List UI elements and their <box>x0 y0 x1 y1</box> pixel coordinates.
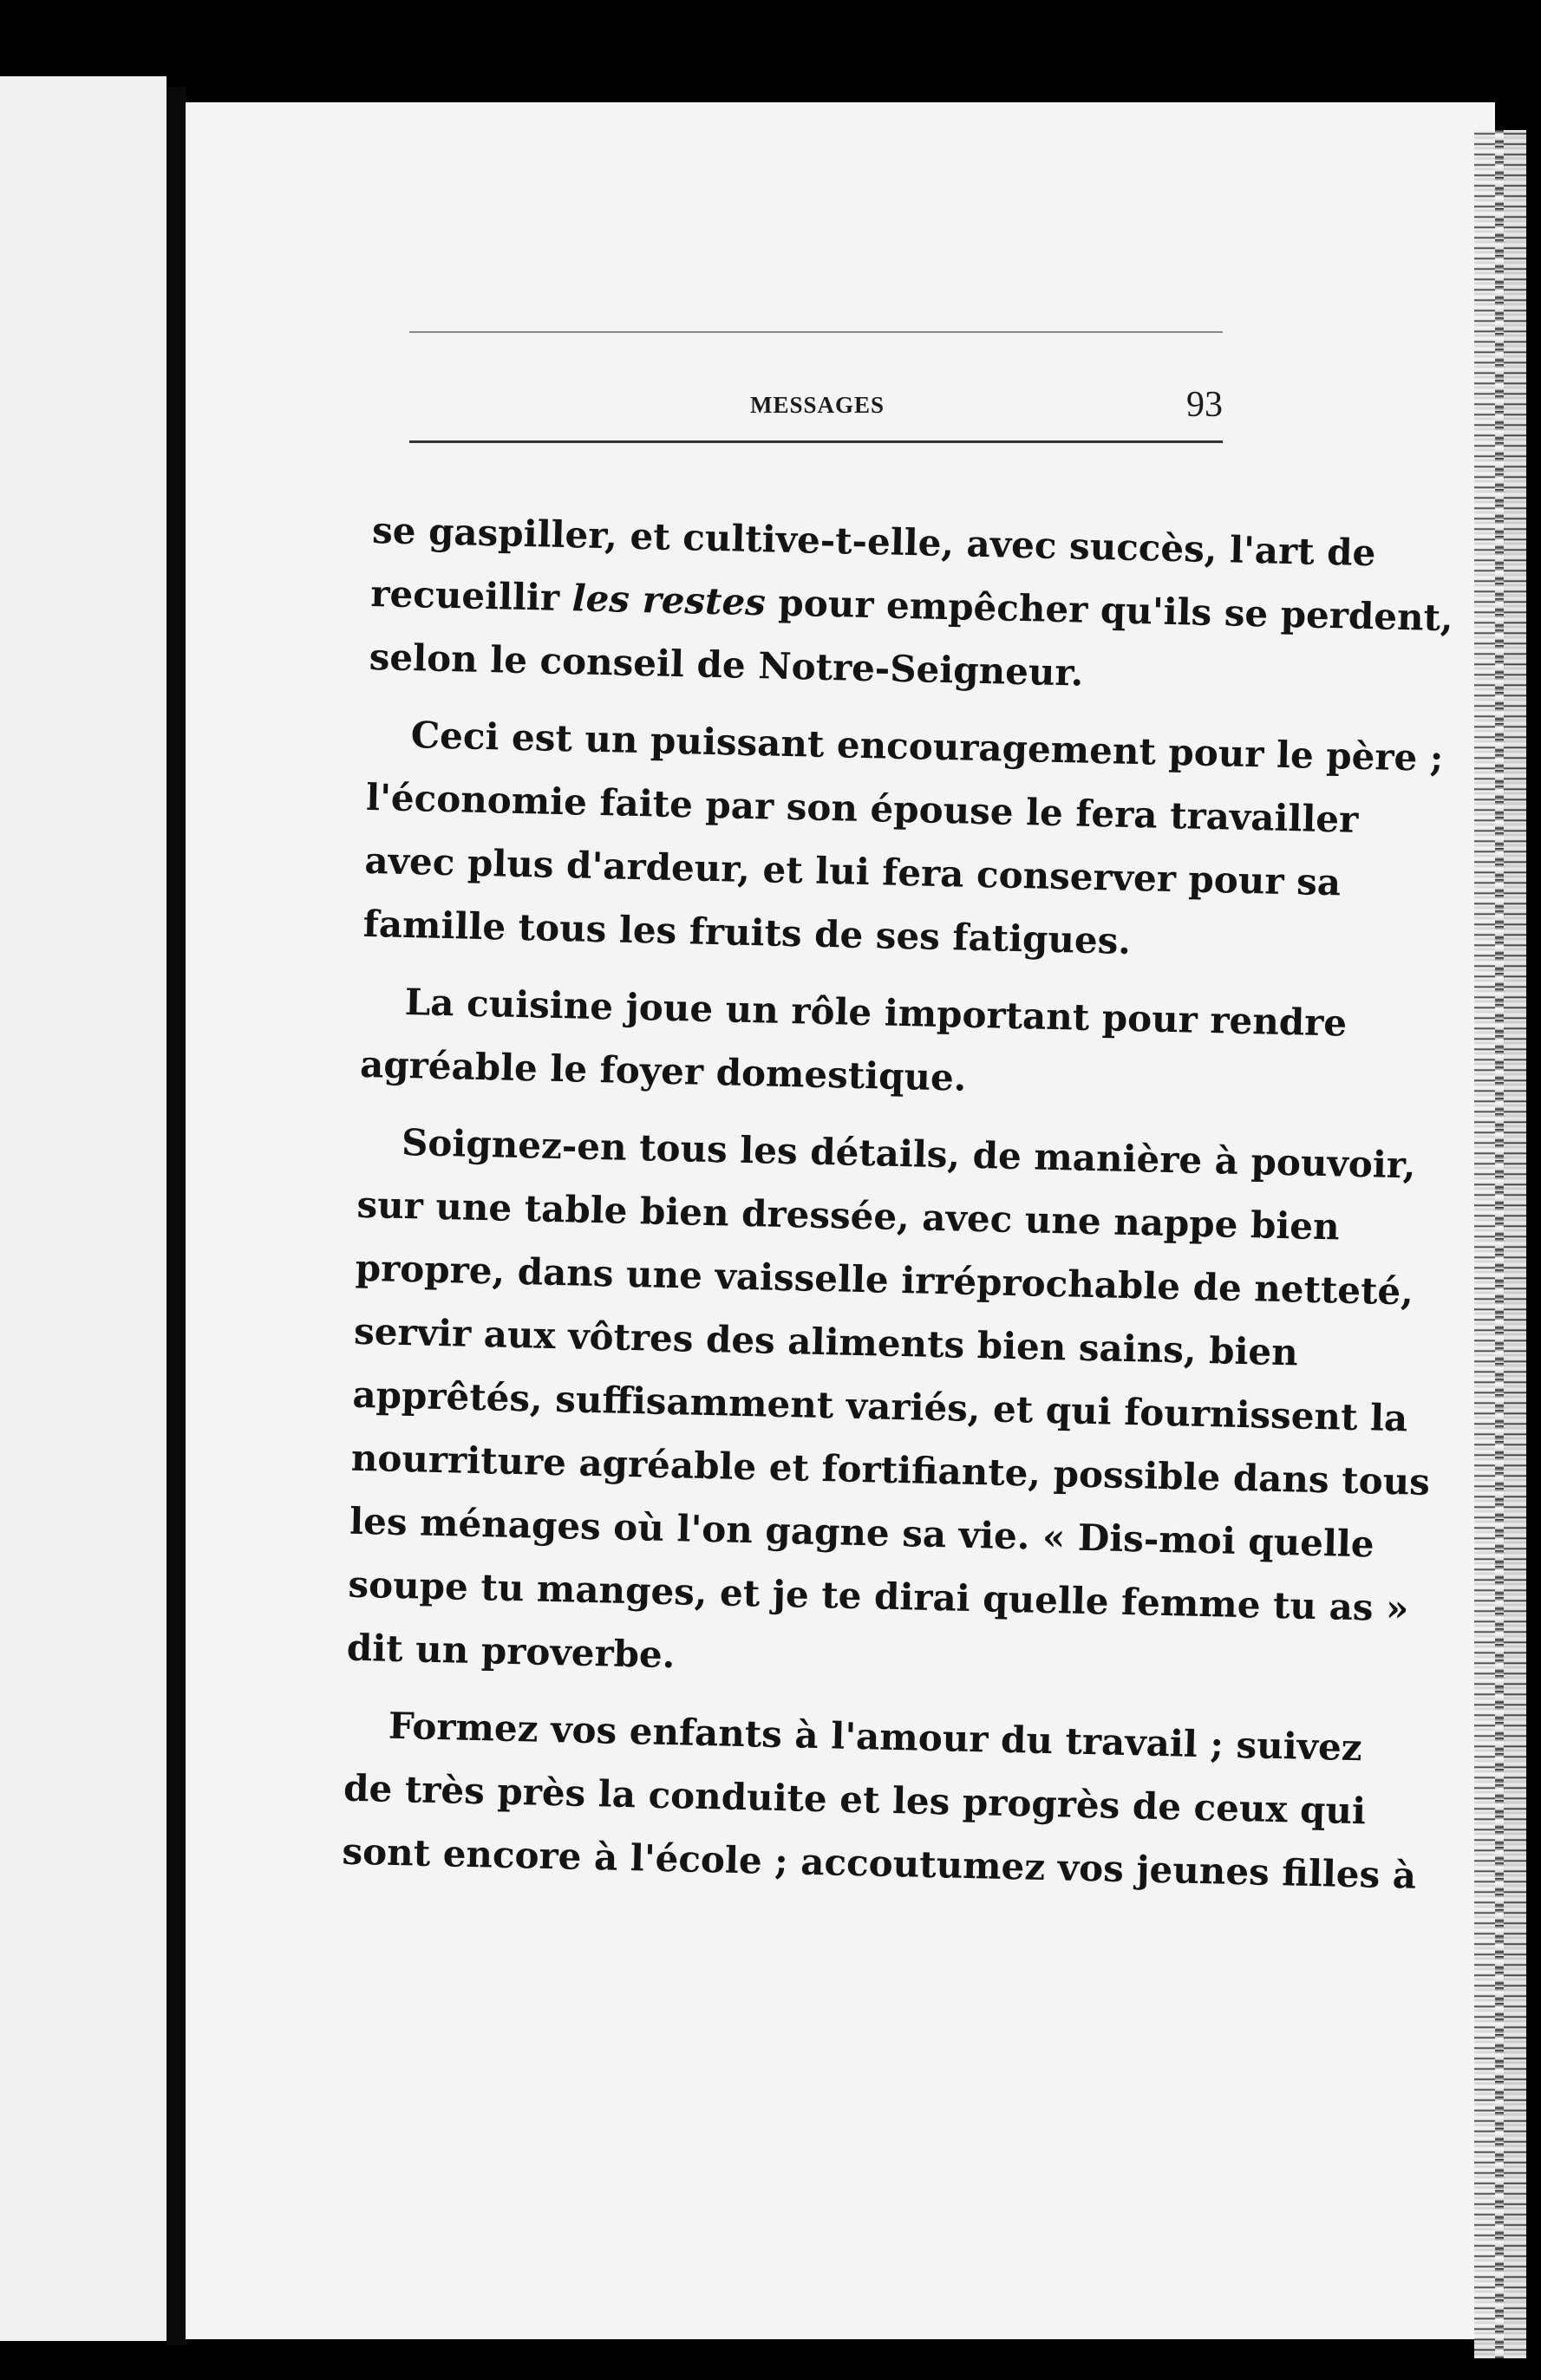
text-line: avec plus d'ardeur, et lui fera conserver pour sa <box>363 838 1342 904</box>
text-line: agréable le foyer domestique. <box>359 1042 967 1099</box>
text-line: l'économie faite par son épouse le fera travailler <box>365 775 1359 841</box>
paragraph <box>346 1110 1431 1699</box>
book-spine <box>167 87 186 2345</box>
text-line: servir aux vôtres des aliments bien sains, bien <box>353 1309 1299 1374</box>
facing-page-edge <box>0 76 167 2341</box>
paragraph <box>342 1693 1417 1902</box>
text-line: nourriture agréable et fortifiante, possible dans tous <box>350 1436 1431 1503</box>
text-line: selon le conseil de Notre-Seigneur. <box>369 635 1084 694</box>
body-text <box>342 499 1454 1902</box>
paragraph <box>369 499 1454 707</box>
text-line: Formez vos enfants à l'amour du travail ; suivez <box>388 1704 1363 1770</box>
text-line: sont encore à l'école ; accoutumez vos jeunes filles à <box>342 1829 1417 1897</box>
running-head: MESSAGES <box>750 392 885 418</box>
page-stack-edge-inner <box>1495 130 1504 2358</box>
text-line: sur une table bien dressée, avec une nappe bien <box>356 1183 1341 1249</box>
page-number: 93 <box>1186 385 1223 425</box>
text-line: se gaspiller, et cultive-t-elle, avec succès, l'art de <box>371 508 1376 575</box>
text-line: dit un proverbe. <box>346 1626 676 1677</box>
paragraph <box>359 969 1348 1115</box>
text-line: soupe tu manges, et je te dirai quelle femme tu as » <box>348 1562 1409 1630</box>
text-line: La cuisine joue un rôle important pour rendre <box>404 980 1348 1045</box>
text-line: apprêtés, suffisamment variés, et qui fournissent la <box>351 1373 1408 1440</box>
header-rule-bottom <box>409 440 1223 443</box>
text-line: les ménages où l'on gagne sa vie. « Dis-moi quelle <box>349 1499 1375 1566</box>
text-line: Ceci est un puissant encouragement pour le père ; <box>410 714 1444 780</box>
text-line: de très près la conduite et les progrès de ceux qui <box>343 1766 1367 1833</box>
text-line: propre, dans une vaisselle irréprochable de netteté, <box>355 1246 1414 1314</box>
paragraph <box>362 702 1444 975</box>
header-rule-top <box>409 331 1223 333</box>
text-line: famille tous les fruits de ses fatigues. <box>362 902 1132 962</box>
text-line: recueillir les restes pour empêcher qu'ils se perdent, <box>369 571 1454 640</box>
text-line: Soignez-en tous les détails, de manière à pouvoir, <box>401 1120 1417 1187</box>
